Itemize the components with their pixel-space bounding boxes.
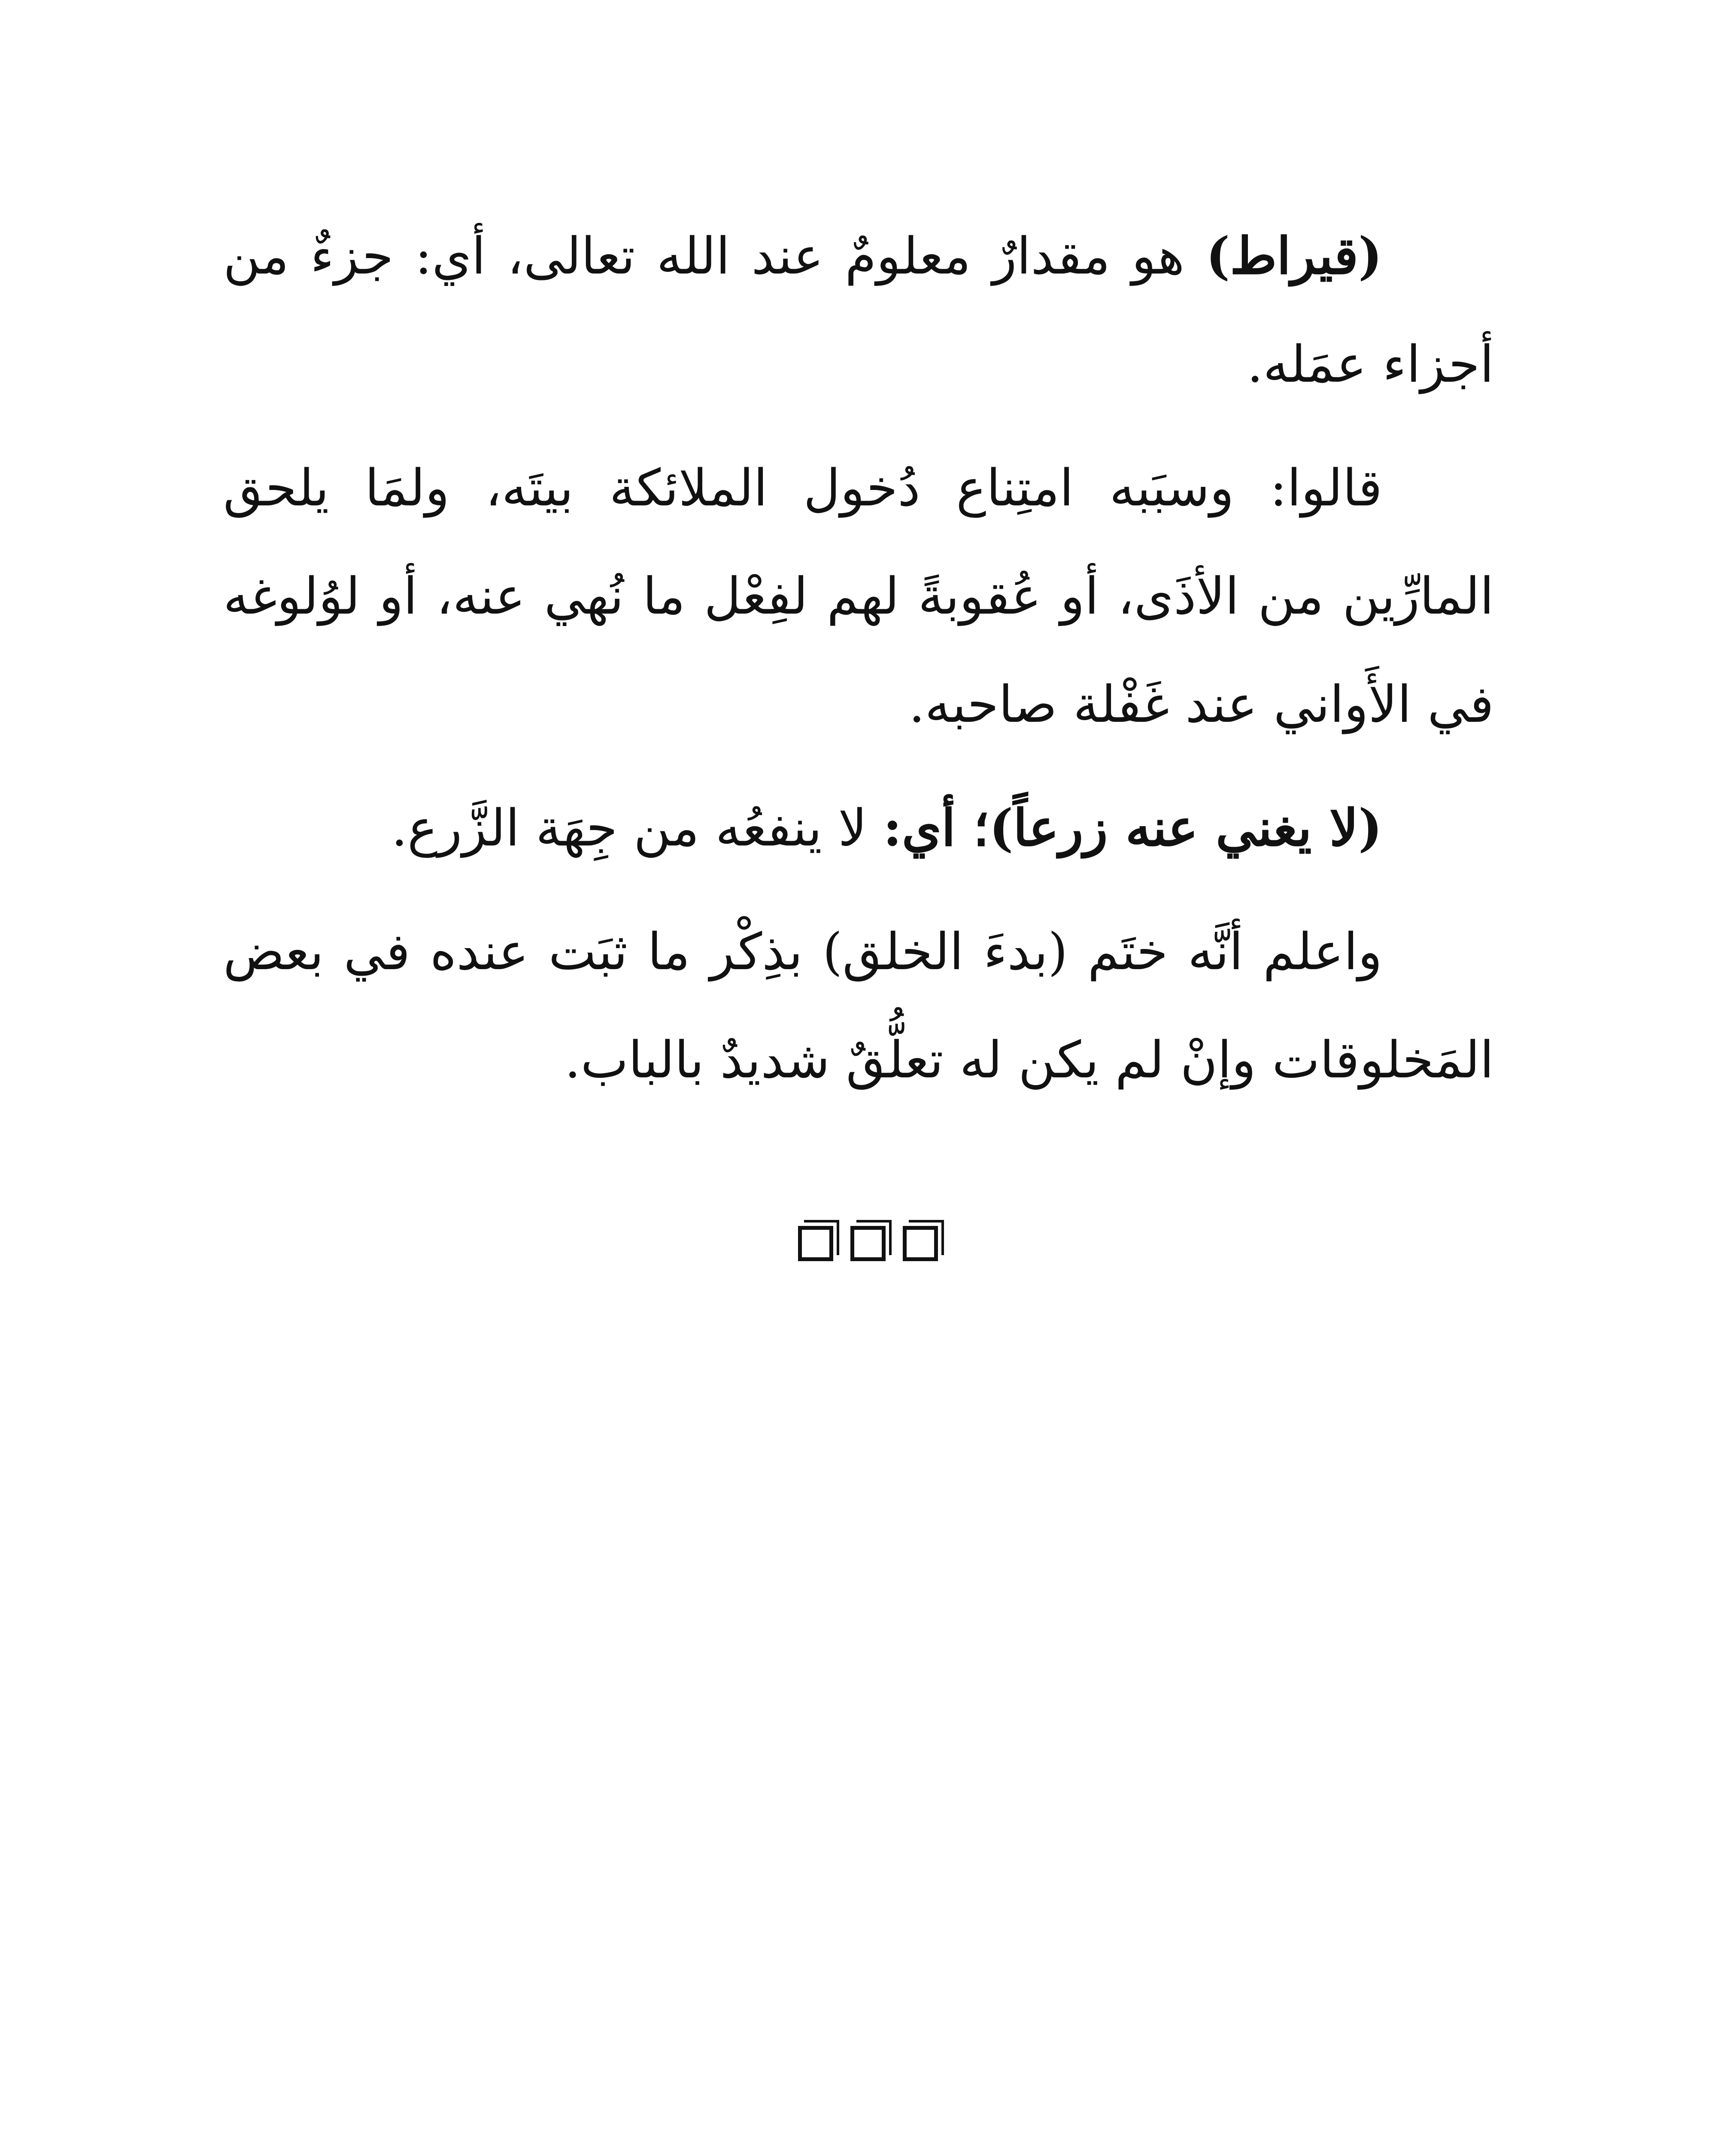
paragraph-qirat xyxy=(223,202,1494,418)
section-end-ornament xyxy=(0,1226,1736,1261)
ornament-square-icon xyxy=(798,1226,833,1261)
paragraph-zar-text: لا ينفعُه من جِهَة الزَّرع. xyxy=(391,798,883,858)
ornament-square-icon xyxy=(903,1226,938,1261)
paragraph-conclusion xyxy=(223,897,1494,1114)
paragraph-reason-text: قالوا: وسبَبه امتِناع دُخول الملائكة بيتَه، ولمَا يلحق المارِّين من الأذَى، أو عُقوبةً لهم لفِعْل ما نُهي عنه، أو لوُلوغه في الأَواني عند غَفْلة صاحبه. xyxy=(223,458,1494,734)
term-qirat: (قيراط) xyxy=(1206,226,1382,286)
paragraph-qirat-text: هو مقدارٌ معلومٌ عند الله تعالى، أي: جزءٌ من أجزاء عمَله. xyxy=(223,226,1494,394)
ornament-square-icon xyxy=(850,1226,886,1261)
term-zar: (لا يغني عنه زرعاً)؛ أي: xyxy=(883,798,1382,858)
body-text xyxy=(223,202,1494,1129)
paragraph-zar xyxy=(223,774,1494,882)
paragraph-reason xyxy=(223,434,1494,758)
paragraph-conclusion-text: واعلم أنَّه ختَم (بدءَ الخلق) بذِكْر ما ثبَت عنده في بعض المَخلوقات وإنْ لم يكن له تعلُّقٌ شديدٌ بالباب. xyxy=(223,922,1494,1089)
